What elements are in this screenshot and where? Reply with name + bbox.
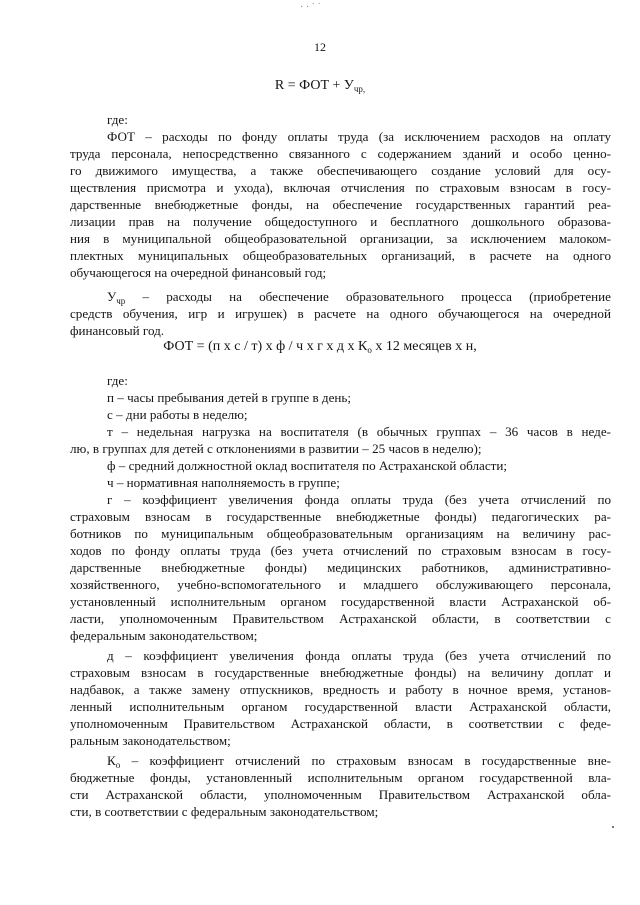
text-line: обучающегося на очередной финансовый год;	[70, 265, 327, 280]
text-line: ния в муниципальной общеобразовательной организации, за исключением малоком-	[70, 231, 611, 246]
formula-r-main: R = ФОТ + У	[274, 78, 354, 93]
formula-r	[0, 78, 640, 94]
text-line: средств обучения, игр и игрушек) в расчете на одного обучающегося на очередной	[70, 306, 611, 321]
text-line: ч – нормативная наполняемость в группе;	[107, 475, 340, 490]
text-line: лю, в группах для детей с отклонениями в развитии – 25 часов в неделю);	[70, 441, 482, 456]
text-line: д – коэффициент увеличения фонда оплаты труда (без учета отчислений по	[107, 648, 611, 663]
text-line-ychr: $У_{чр}$ – расходы на обеспечение образовательного процесса (приобретение	[107, 289, 611, 306]
text-line: ществления присмотра и ухода), включая отчисления по страховым взносам в госу-	[70, 180, 611, 195]
text-line: финансовый год.	[70, 323, 165, 338]
text-line: уполномоченным Правительством Астраханской области, в соответствии с феде-	[70, 716, 611, 731]
text-line: ф – средний должностной оклад воспитателя по Астраханской области;	[107, 458, 508, 473]
text-line: ленный исполнительным органом государственной власти Астраханской области,	[70, 699, 611, 714]
text-line: го движимого имущества, а также обеспечивающего создание условий для осу-	[70, 163, 611, 178]
text-line: ботников по муниципальным общеобразовательным организациям на величину рас-	[70, 526, 611, 541]
text-line: плектных муниципальных общеобразовательных организаций, в расчете на одного	[70, 248, 611, 263]
text-line-ko: $К_о$ – коэффициент отчислений по страховым взносам в государственные вне-	[107, 753, 611, 770]
text-line: бюджетные фонды, установленный исполнительным органом государственной вла-	[70, 770, 611, 785]
text-line: п – часы пребывания детей в группе в день;	[107, 390, 352, 405]
scan-dot	[612, 826, 614, 828]
text-line: г – коэффициент увеличения фонда оплаты труда (без учета отчислений по	[107, 492, 611, 507]
text-line: установленный исполнительным органом государственной власти Астраханской об-	[70, 594, 611, 609]
formula-fot: ФОТ = (п х с / т) х ф / ч х г х д х $К_о$ х 12 месяцев х н,	[163, 339, 477, 355]
text-line: ФОТ – расходы по фонду оплаты труда (за исключением расходов на оплату	[107, 129, 611, 144]
text-line: надбавок, а также замену отпускников, вредность и работу в ночное время, установ-	[70, 682, 611, 697]
text-line: где:	[107, 112, 128, 127]
page-number: 12	[314, 40, 326, 54]
scan-marks: · · ˙ ˙	[300, 2, 321, 13]
text-line: сти, в соответствии с федеральным законодательством;	[70, 804, 379, 819]
text-line: где:	[107, 373, 128, 388]
formula-r-subscript: чр,	[353, 84, 366, 94]
text-line: дарственные внебюджетные фонды) медицинских работников, административно-	[70, 560, 611, 575]
text-line: страховым взносам в государственные внебюджетные фонды) на величину доплат и	[70, 665, 611, 680]
text-line: страховым взносам в государственные внебюджетные фонды) педагогических ра-	[70, 509, 611, 524]
text-line: труда персонала, непосредственно связанного с содержанием зданий и особо ценно-	[70, 146, 611, 161]
text-line: ходов по фонду оплаты труда (без учета отчислений по страховым взносам в госу-	[70, 543, 611, 558]
text-line: хозяйственного, учебно-вспомогательного и младшего обслуживающего персонала,	[70, 577, 611, 592]
text-line: дарственные внебюджетные фонды, на обеспечение государственных гарантий реа-	[70, 197, 611, 212]
text-line: федеральным законодательством;	[70, 628, 258, 643]
text-line: т – недельная нагрузка на воспитателя (в обычных группах – 36 часов в неде-	[107, 424, 611, 439]
text-line: сти Астраханской области, уполномоченным Правительством Астраханской обла-	[70, 787, 611, 802]
text-line: с – дни работы в неделю;	[107, 407, 248, 422]
text-line: ральным законодательством;	[70, 733, 231, 748]
text-line: ласти, уполномоченным Правительством Астраханской области, в соответствии с	[70, 611, 611, 626]
text-line: лизации прав на получение общедоступного и бесплатного дошкольного образова-	[70, 214, 611, 229]
